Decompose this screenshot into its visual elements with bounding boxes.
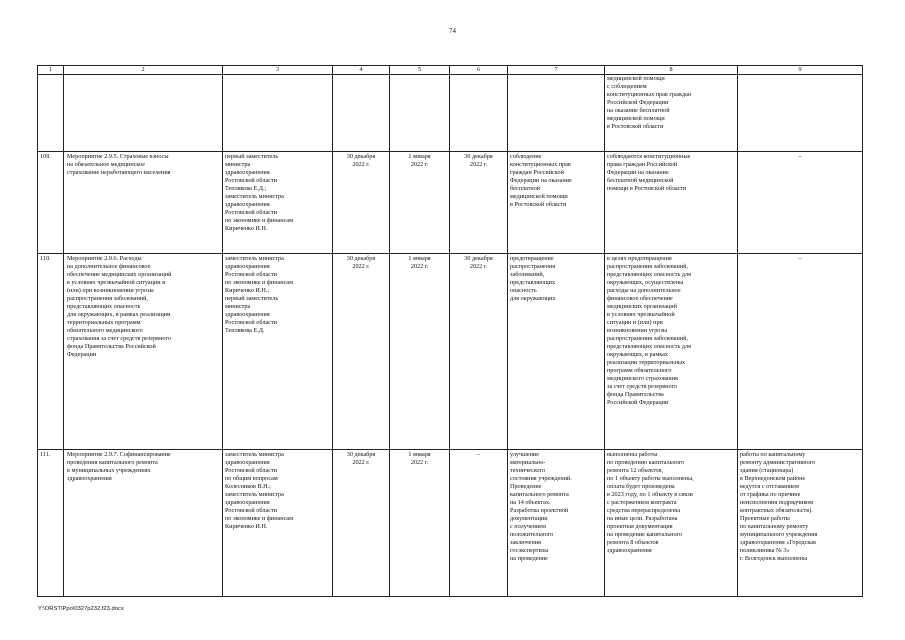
executor: заместитель министра здравоохранения Ростовской области по экономике и финансам Кириченко И.Н.; первый заместитель министра здравоохранения Ростовской области Теплякова Е.Д. bbox=[225, 255, 294, 334]
fact-end-date: 30 декабря 2022 г. bbox=[464, 153, 493, 168]
planned-result: улучшение материально- технического состояния учреждений. Проведение капитального ремонта на 14 объектах. Разработка проектной документации с получением положительного заключения госэкспертизы на проведение bbox=[510, 451, 572, 562]
executor: заместитель министра здравоохранения Ростовской области по общим вопросам Колесников В.Н.; заместитель министра здравоохранения Ростовской области по экономике и финансам Кириченко И.Н. bbox=[225, 451, 294, 530]
fact-end-date: 30 декабря 2022 г. bbox=[464, 255, 493, 270]
planned-result: предотвращение распространения заболеваний, представляющих опасность для окружающих bbox=[510, 255, 556, 302]
reasons: – bbox=[798, 153, 802, 160]
header-col-6: 6 bbox=[476, 66, 481, 73]
measure-name: Мероприятие 2.9.5. Страховые взносы на обязательное медицинское страхование неработающего населения bbox=[67, 153, 171, 176]
continuation-actual-result: медицинской помощи с соблюдением конституционных прав граждан Российской Федерации на оказание бесплатной медицинской помощи в Ростовской области bbox=[607, 75, 692, 130]
fact-start-date: 1 января 2022 г. bbox=[408, 255, 431, 270]
header-col-2: 2 bbox=[141, 66, 145, 73]
header-col-4: 4 bbox=[359, 66, 363, 73]
actual-result: выполнены работы по проведению капитального ремонта 12 объектов, по 1 объекту работы выполнены, оплата будет произведена в 2023 году, по 1 объекту в связи с расторжением контракта средства перераспределены на иные цели. Разработана проектная документация на проведение капитального ремонта 8 объектов здравоохранения bbox=[607, 451, 694, 554]
reasons: – bbox=[798, 255, 802, 262]
measure-name: Мероприятие 2.9.7. Софинансирование проведения капитального ремонта в муниципальных учреждениях здравоохранения bbox=[67, 451, 171, 482]
plan-end-date: 30 декабря 2022 г. bbox=[346, 255, 376, 270]
header-col-3: 3 bbox=[275, 66, 280, 73]
plan-end-date: 30 декабря 2022 г. bbox=[346, 153, 376, 168]
header-col-9: 9 bbox=[798, 66, 802, 73]
executor: первый заместитель министра здравоохранения Ростовской области Теплякова Е.Д.; заместитель министра здравоохранения Ростовской области по экономике и финансам Кириченко И.Н. bbox=[225, 153, 294, 232]
fact-start-date: 1 января 2022 г. bbox=[408, 451, 431, 466]
actual-result: соблюдаются конституционные права граждан Российской Федерации на оказание бесплатной медицинской помощи в Ростовской области bbox=[607, 153, 691, 192]
page-number: 74 bbox=[449, 27, 456, 35]
actual-result: в целях предотвращения распространения заболеваний, представляющих опасность для окружающих, осуществлены расходы на дополнительное финансовое обеспечение медицинских организаций в условиях чрезвычайной ситуации и (или) при возникновении угрозы распространения заболеваний, представляющих опасность для окружающих, в рамках реализации территориальных программ обязательного медицинского страхования за счет средств резервного фонда Правительства Российской Федерации bbox=[607, 255, 691, 406]
reasons: работы по капитальному ремонту административного здания (стационара) в Верхнедонском районе ведутся с отставанием от графика по причине неисполнения подрядчиком контрактных обязательств). Проектные работы по капитальному ремонту муниципального учреждения здравоохранения «Городская поликлиника № 3» г. Волгодонск выполнены bbox=[740, 451, 818, 562]
header-col-8: 8 bbox=[669, 66, 673, 73]
row-number: 109. bbox=[40, 153, 51, 160]
fact-start-date: 1 января 2022 г. bbox=[408, 153, 431, 168]
header-col-1: 1 bbox=[48, 66, 53, 73]
fact-end-date: – bbox=[476, 451, 481, 458]
row-number: 111. bbox=[40, 451, 51, 458]
header-col-5: 5 bbox=[417, 66, 422, 73]
planned-result: соблюдение конституционных прав граждан Российской Федерации на оказание бесплатной медицинской помощи в Ростовской области bbox=[510, 153, 572, 208]
row-number: 110. bbox=[40, 255, 51, 262]
header-col-7: 7 bbox=[554, 66, 558, 73]
footer-file-path: Y:\ORST\Ppo\0327p232.f23.docx bbox=[38, 606, 124, 612]
measure-name: Мероприятие 2.9.6. Расходы на дополнительное финансовое обеспечение медицинских организаций в условиях чрезвычайной ситуации и (или) при возникновении угрозы распространения заболеваний, представляющих опасность для окружающих, в рамках реализации территориальных программ обязательного медицинского страхования за счет средств резервного фонда Правительства Российской Федерации bbox=[67, 255, 172, 358]
plan-end-date: 30 декабря 2022 г. bbox=[346, 451, 376, 466]
